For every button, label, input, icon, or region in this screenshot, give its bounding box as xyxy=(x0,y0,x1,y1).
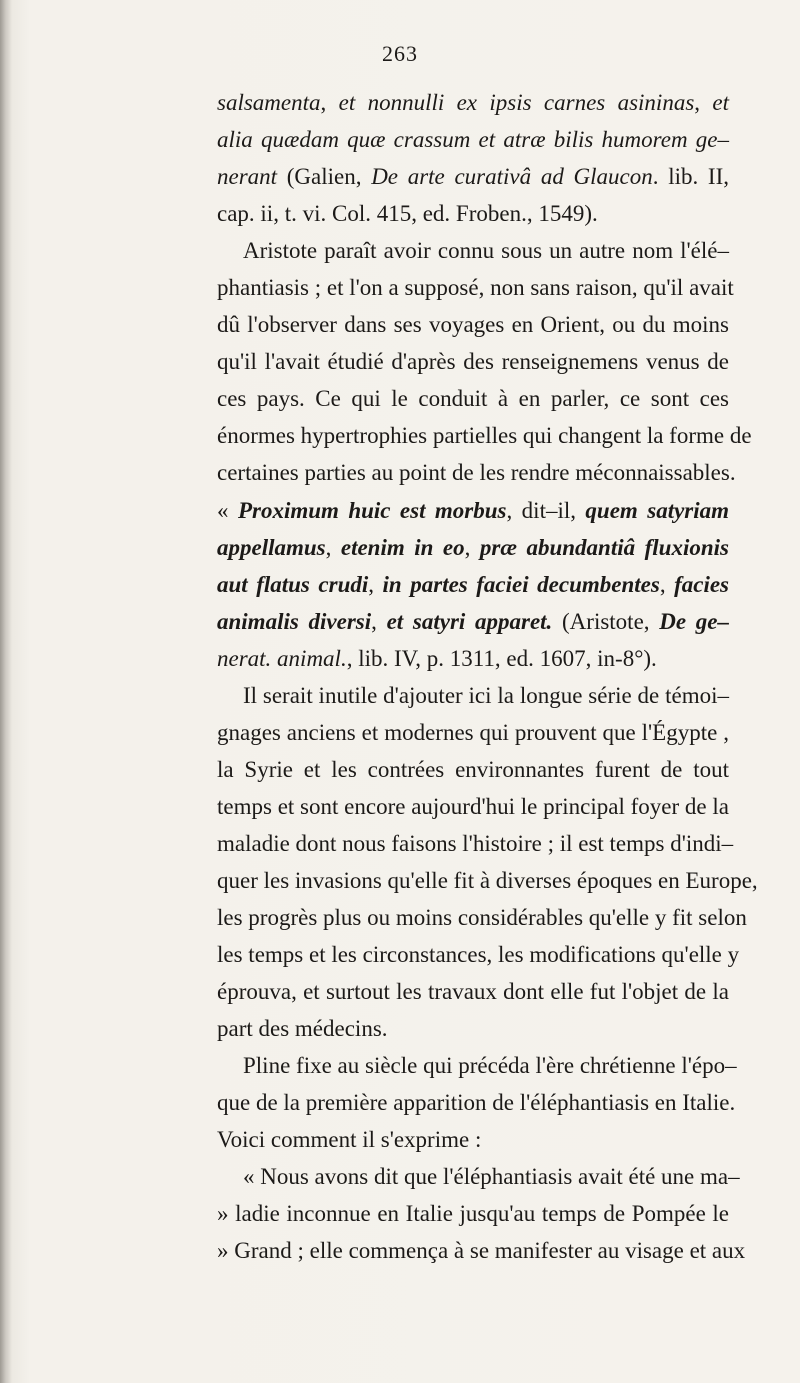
text-segment: cap. ii, t. vi. Col. 415, ed. Froben., 1549). xyxy=(217,201,598,227)
text-segment: ces pays. Ce qui le conduit à en parler, ce sont ces xyxy=(217,386,729,412)
text-line xyxy=(217,640,729,677)
text-line xyxy=(217,1121,729,1158)
text-segment: , xyxy=(325,534,341,560)
text-line xyxy=(217,454,736,491)
text-segment: Pline fixe au siècle qui précéda l'ère chrétienne l'épo– xyxy=(243,1053,737,1079)
text-segment: que de la première apparition de l'éléphantiasis en Italie. xyxy=(217,1090,736,1116)
text-line xyxy=(217,862,758,899)
text-segment: , xyxy=(659,571,675,597)
text-segment: quem satyriam xyxy=(585,497,730,523)
text-line xyxy=(217,232,729,269)
text-segment: « xyxy=(217,497,238,523)
text-segment: éprouva, et surtout les travaux dont elle fut l'objet de la xyxy=(217,979,729,1005)
text-line xyxy=(217,936,740,973)
text-line xyxy=(217,1047,737,1084)
text-line xyxy=(217,714,729,751)
text-line xyxy=(217,603,729,640)
text-segment: qu'il l'avait étudié d'après des renseignemens venus de xyxy=(217,349,729,375)
text-line xyxy=(217,269,734,306)
text-segment: Aristote paraît avoir connu sous un autre nom l'élé– xyxy=(243,238,729,264)
text-line xyxy=(217,1232,746,1269)
text-segment: maladie dont nous faisons l'histoire ; il est temps d'indi– xyxy=(217,830,734,856)
text-segment: , xyxy=(371,608,387,634)
text-segment: part des médecins. xyxy=(217,1016,388,1042)
text-segment: De ge– xyxy=(659,608,729,634)
text-segment: , xyxy=(464,534,480,560)
text-segment: nerat. animal. xyxy=(217,645,347,671)
text-line xyxy=(217,751,729,788)
text-segment: , xyxy=(694,90,713,115)
text-line xyxy=(217,825,734,862)
text-line xyxy=(217,195,729,232)
text-segment: etenim in eo xyxy=(340,534,465,560)
text-line xyxy=(217,380,729,417)
text-line xyxy=(217,1010,729,1047)
text-segment: « Nous avons dit que l'éléphantiasis avait été une ma– xyxy=(243,1164,740,1190)
text-line xyxy=(217,492,729,529)
text-segment: les progrès plus ou moins considérables qu'elle y fit selon xyxy=(217,905,747,931)
text-segment: Il serait inutile d'ajouter ici la longue série de témoi– xyxy=(243,682,729,708)
text-segment: in partes faciei decumbentes xyxy=(382,571,660,597)
page-number: 263 xyxy=(382,41,418,66)
text-segment: et xyxy=(712,90,729,115)
text-segment: et satyri apparet. xyxy=(386,608,553,634)
text-segment: aut flatus crudi xyxy=(217,571,369,597)
text-segment: les temps et les circonstances, les modifications qu'elle y xyxy=(217,942,740,968)
text-segment: alia quædam quæ crassum et atræ bilis humorem ge– xyxy=(217,127,729,153)
body-text xyxy=(217,84,758,1270)
page-spine-shadow xyxy=(0,0,12,1383)
text-line xyxy=(217,1084,736,1121)
text-segment: énormes hypertrophies partielles qui changent la forme de xyxy=(217,423,752,449)
text-segment: De arte curativâ ad Glaucon xyxy=(371,164,653,190)
text-segment: nerant xyxy=(217,164,278,190)
text-segment: , xyxy=(368,571,383,597)
text-line xyxy=(217,788,729,825)
text-line xyxy=(217,306,729,343)
text-segment: » Grand ; elle commença à se manifester au visage et aux xyxy=(217,1238,746,1264)
text-line xyxy=(217,529,729,566)
text-line xyxy=(217,1195,729,1232)
text-segment: salsamenta xyxy=(217,90,321,115)
text-line xyxy=(217,1158,740,1195)
text-segment: (Galien, xyxy=(277,164,372,190)
text-segment: , lib. IV, p. 1311, ed. 1607, in-8°). xyxy=(346,645,657,671)
text-segment: certaines parties au point de les rendre méconnaissables. xyxy=(217,460,736,486)
text-segment: » ladie inconnue en Italie jusqu'au temps de Pompée le xyxy=(217,1201,729,1227)
text-segment: facies xyxy=(674,571,730,597)
text-segment: et nonnulli ex ipsis carnes asininas xyxy=(338,90,695,115)
text-segment: . lib. II, xyxy=(652,164,729,190)
text-segment: Voici comment il s'exprime : xyxy=(217,1127,482,1153)
text-line xyxy=(217,343,729,380)
text-segment: , xyxy=(320,90,339,115)
text-line xyxy=(217,84,729,121)
text-line xyxy=(217,121,729,158)
text-line xyxy=(217,158,729,195)
text-segment: Proximum huic est morbus xyxy=(237,497,507,523)
text-segment: appellamus xyxy=(217,534,326,560)
text-segment: quer les invasions qu'elle fit à diverses époques en Europe, xyxy=(217,867,758,893)
text-segment: , dit–il, xyxy=(506,497,586,523)
text-line xyxy=(217,417,752,454)
text-segment: dû l'observer dans ses voyages en Orient, ou du moins xyxy=(217,312,729,338)
text-segment: la Syrie et les contrées environnantes furent de tout xyxy=(217,756,729,782)
text-segment: (Aristote, xyxy=(552,608,660,634)
text-line xyxy=(217,973,729,1010)
text-segment: animalis diversi xyxy=(217,608,372,634)
text-line xyxy=(217,566,729,603)
text-segment: temps et sont encore aujourd'hui le principal foyer de la xyxy=(217,793,729,819)
text-line xyxy=(217,899,747,936)
text-segment: præ abundantiâ fluxionis xyxy=(479,534,729,560)
text-line xyxy=(217,677,729,714)
text-segment: gnages anciens et modernes qui prouvent que l'Égypte , xyxy=(217,719,729,745)
text-segment: phantiasis ; et l'on a supposé, non sans raison, qu'il avait xyxy=(217,275,734,301)
